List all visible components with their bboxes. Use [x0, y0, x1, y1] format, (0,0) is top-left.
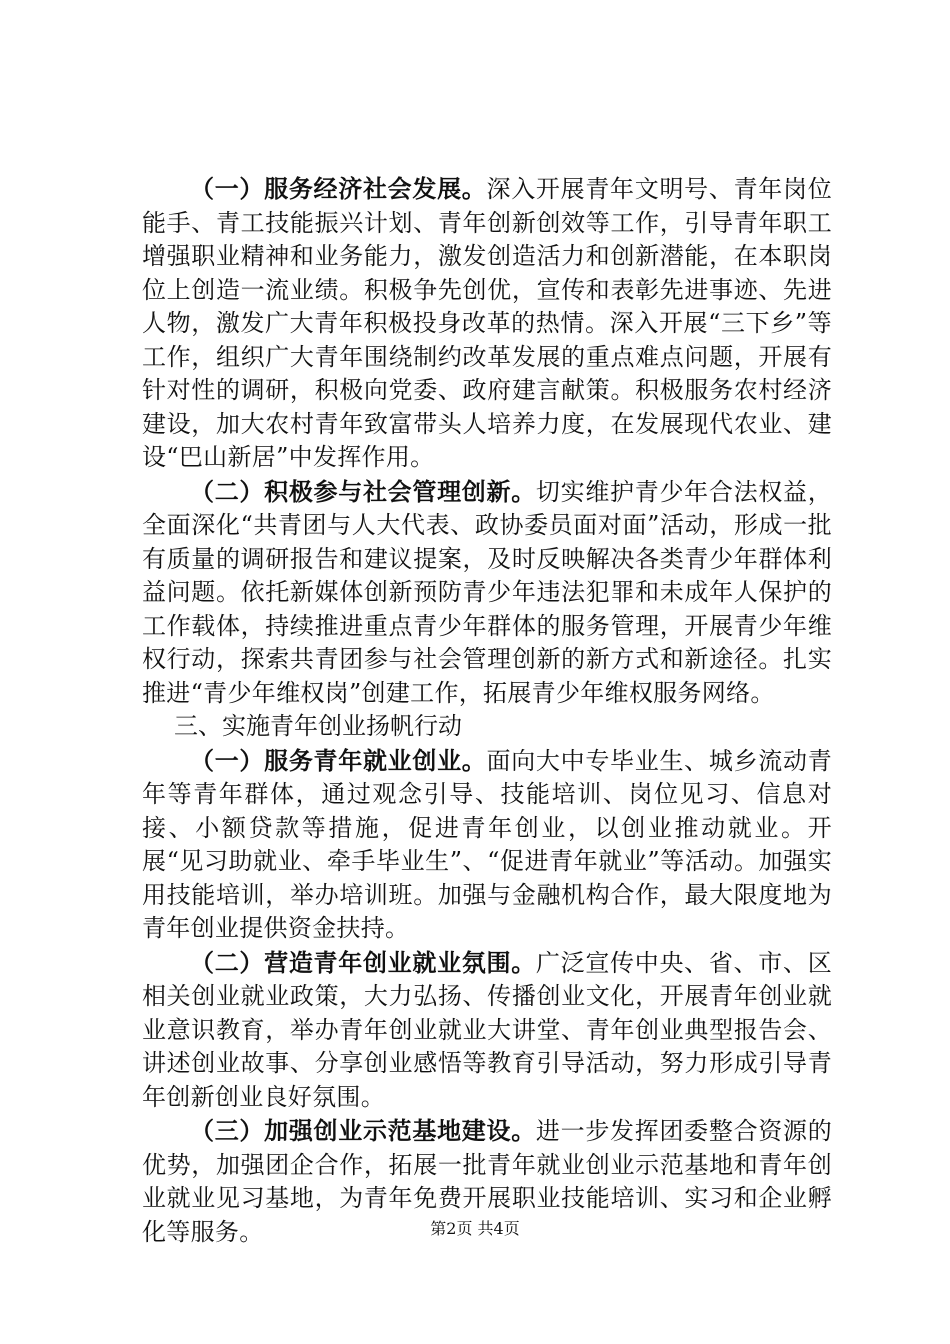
paragraph-entrepreneurship-atmosphere: [142, 946, 832, 1115]
paragraph-youth-employment: [142, 744, 832, 946]
paragraph-serve-economy: [142, 172, 832, 475]
paragraph-text: 广泛宣传中央、省、市、区相关创业就业政策，大力弘扬、传播创业文化，开展青年创业就业意识教育，举办青年创业就业大讲堂、青年创业典型报告会、讲述创业故事、分享创业感悟等教育引导活动，努力形成引导青年创新创业良好氛围。: [142, 948, 832, 1111]
section-heading: 三、实施青年创业扬帆行动: [174, 712, 462, 740]
paragraph-lead: （三）加强创业示范基地建设。: [190, 1116, 536, 1145]
paragraph-social-management: [142, 475, 832, 711]
paragraph-text: 面向大中专毕业生、城乡流动青年等青年群体，通过观念引导、技能培训、岗位见习、信息对接、小额贷款等措施，促进青年创业，以创业推动就业。开展“见习助就业、牵手毕业生”、“促进青年就业”等活动。加强实用技能培训，举办培训班。加强与金融机构合作，最大限度地为青年创业提供资金扶持。: [142, 746, 832, 942]
page-number: 第2页 共4页: [430, 1219, 520, 1238]
paragraph-text: 深入开展青年文明号、青年岗位能手、青工技能振兴计划、青年创新创效等工作，引导青年职工增强职业精神和业务能力，激发创造活力和创新潜能，在本职岗位上创造一流业绩。积极争先创优，宣传和表彰先进事迹、先进人物，激发广大青年积极投身改革的热情。深入开展“三下乡”等工作，组织广大青年围绕制约改革发展的重点难点问题，开展有针对性的调研，积极向党委、政府建言献策。积极服务农村经济建设，加大农村青年致富带头人培养力度，在发展现代农业、建设“巴山新居”中发挥作用。: [142, 175, 832, 471]
paragraph-text: 进一步发挥团委整合资源的优势，加强团企合作，拓展一批青年就业创业示范基地和青年创业就业见习基地，为青年免费开展职业技能培训、实习和企业孵化等服务。: [142, 1117, 832, 1246]
paragraph-lead: （二）营造青年创业就业氛围。: [190, 947, 536, 977]
document-body: [142, 172, 832, 1249]
paragraph-lead: （一）服务青年就业创业。: [190, 745, 487, 775]
paragraph-text: 切实维护青少年合法权益，全面深化“共青团与人大代表、政协委员面对面”活动，形成一批有质量的调研报告和建议提案，及时反映解决各类青少年群体利益问题。依托新媒体创新预防青少年违法犯罪和未成年人保护的工作载体，持续推进重点青少年群体的服务管理，开展青少年维权行动，探索共青团参与社会管理创新的新方式和新途径。扎实推进“青少年维权岗”创建工作，拓展青少年维权服务网络。: [142, 477, 832, 707]
paragraph-lead: （二）积极参与社会管理创新。: [190, 476, 536, 506]
paragraph-lead: （一）服务经济社会发展。: [190, 174, 487, 203]
